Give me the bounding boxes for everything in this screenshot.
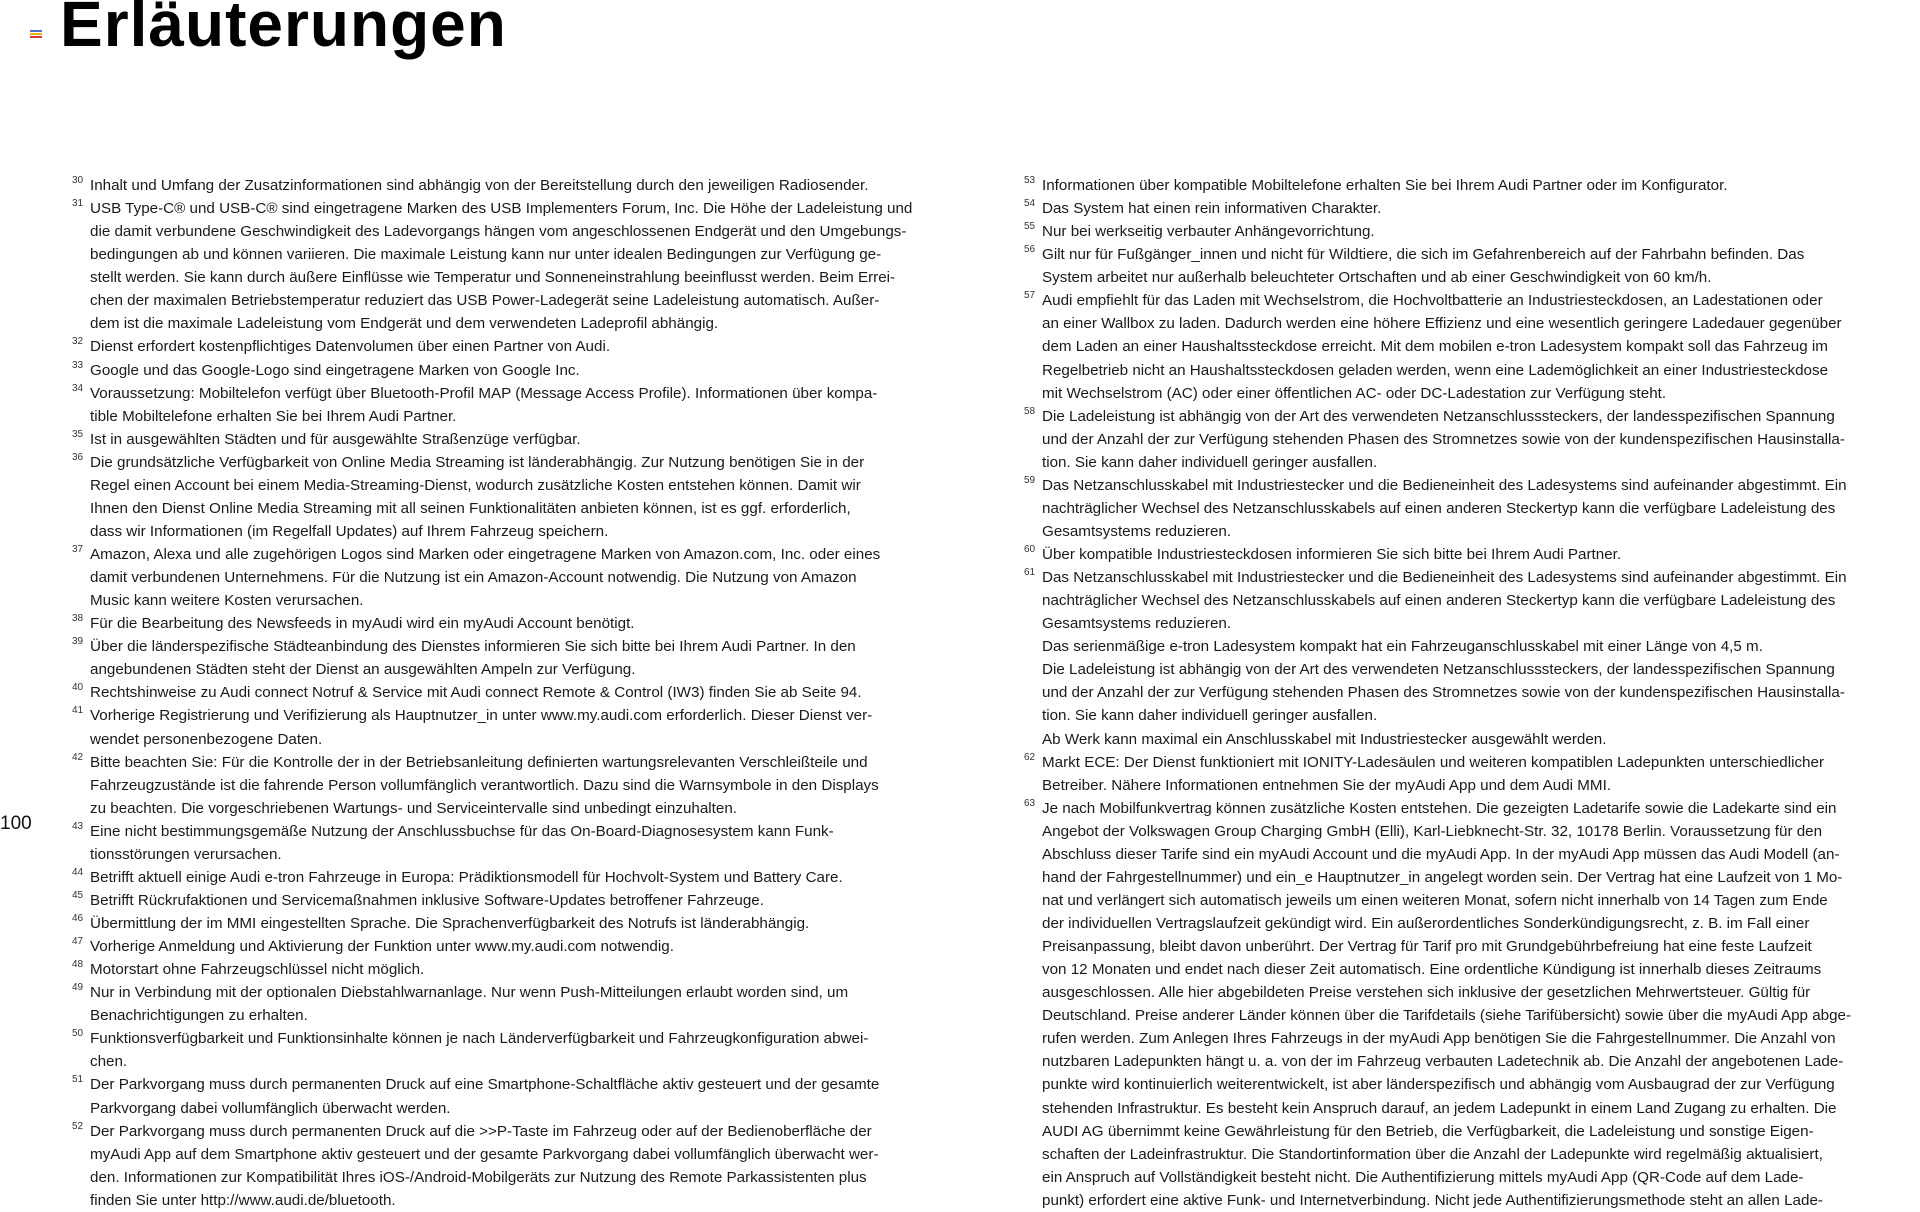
footnote-item (72, 612, 972, 635)
footnote-line: rufen werden. Zum Anlegen Ihres Fahrzeugs in der myAudi App benötigen Sie die Fahrgestellnummer. Die Anzahl von (1042, 1030, 1836, 1048)
footnote-item (72, 1120, 972, 1212)
footnote-line: Parkvorgang dabei vollumfänglich überwacht werden. (90, 1099, 451, 1117)
footnote-item (1024, 174, 1920, 197)
footnote-line: an einer Wallbox zu laden. Dadurch werden eine höhere Effizienz und eine wesentlich geringere Ladedauer gegenüber (1042, 315, 1842, 333)
footnote-item (1024, 797, 1920, 1212)
footnote-item (1024, 243, 1920, 289)
footnote-line: Amazon, Alexa und alle zugehörigen Logos sind Marken oder eingetragene Marken von Amazon.com, Inc. oder eines (90, 546, 881, 563)
footnote-line: Voraussetzung: Mobiltelefon verfügt über Bluetooth-Profil MAP (Message Access Profile). Informationen über kompa- (90, 384, 878, 402)
footnote-line: hand der Fahrgestellnummer) und ein_e Hauptnutzer_in angelegt worden sein. Der Vertrag hat eine Laufzeit von 1 Mo- (1042, 868, 1843, 886)
footnote-number: 61 (1024, 567, 1036, 579)
footnote-item (72, 635, 972, 681)
footnote-number: 60 (1024, 544, 1036, 555)
footnote-number: 58 (1024, 405, 1036, 417)
footnote-line: ein Anspruch auf Vollständigkeit besteht nicht. Die Authentifizierung mittels myAudi App (QR-Code auf dem Lade- (1042, 1168, 1804, 1186)
footnote-line: Für die Bearbeitung des Newsfeeds in myAudi wird ein myAudi Account benötigt. (90, 615, 635, 633)
footnotes-left-column (72, 174, 972, 1212)
footnote-line: zu beachten. Die vorgeschriebenen Wartungs- und Serviceintervalle sind unbedingt einzuhalten. (90, 799, 737, 817)
footnote-item (72, 889, 972, 912)
footnote-item (1024, 474, 1920, 543)
footnote-line: stehenden Infrastruktur. Es besteht kein Anspruch darauf, an jedem Ladepunkt in einem Land Zugang zu erhalten. Die (1042, 1099, 1837, 1117)
footnote-line: Deutschland. Preise anderer Länder können über die Tarifdetails (siehe Tarifübersicht) sowie über die myAudi App abge- (1042, 1007, 1852, 1025)
footnote-number: 35 (72, 428, 84, 440)
footnote-line: nutzbaren Ladepunkten hängt u. a. von der im Fahrzeug verbauten Ladetechnik ab. Die Anzahl der angebotenen Lade- (1042, 1053, 1844, 1071)
footnote-item (72, 174, 972, 197)
footnote-number: 55 (1024, 221, 1036, 233)
footnote-line: Abschluss dieser Tarife sind ein myAudi Account und die myAudi App. In der myAudi App müssen das Audi Modell (an- (1042, 845, 1840, 863)
footnote-line: und der Anzahl der zur Verfügung stehenden Phasen des Stromnetzes sowie von der kundenspezifischen Hausinstalla- (1042, 430, 1845, 448)
footnote-line: von 12 Monaten und endet nach dieser Zeit automatisch. Eine ordentliche Kündigung ist innerhalb dieses Zeitraums (1042, 961, 1822, 979)
footnote-line: dass wir Informationen (im Regelfall Updates) auf Ihrem Fahrzeug speichern. (90, 522, 609, 540)
footnote-number: 33 (72, 359, 84, 371)
footnote-line: Die grundsätzliche Verfügbarkeit von Online Media Streaming ist länderabhängig. Zur Nutzung benötigen Sie in der (90, 453, 865, 471)
footnote-line: Rechtshinweise zu Audi connect Notruf & Service mit Audi connect Remote & Control (IW3) finden Sie ab Seite 94. (90, 684, 862, 702)
footnote-line: punkt) erfordert eine aktive Funk- und Internetverbindung. Nicht jede Authentifizierungsmethode steht an allen Lade- (1042, 1191, 1823, 1209)
footnote-line: Vorherige Registrierung und Verifizierung als Hauptnutzer_in unter www.my.audi.com erforderlich. Dieser Dienst ver- (90, 707, 873, 725)
footnote-item (72, 359, 972, 382)
footnote-number: 48 (72, 959, 84, 971)
footnote-line: chen. (90, 1053, 128, 1071)
footnote-item (72, 958, 972, 981)
footnote-line: tion. Sie kann daher individuell geringer ausfallen. (1042, 707, 1378, 725)
footnote-number: 63 (1024, 797, 1036, 809)
footnote-line: nachträglicher Wechsel des Netzanschlusskabels auf einen anderen Steckertyp kann die verfügbare Ladeleistung des (1042, 499, 1836, 517)
footnote-line: stellt werden. Sie kann durch äußere Einflüsse wie Temperatur und Sonneneinstrahlung beeinflusst werden. Beim Errei- (90, 269, 896, 287)
footnote-line: Music kann weitere Kosten verursachen. (90, 592, 364, 610)
footnote-line: Betreiber. Nähere Informationen entnehmen Sie der myAudi App und dem Audi MMI. (1042, 776, 1612, 794)
footnote-line: tionsstörungen verursachen. (90, 845, 282, 863)
footnote-item (1024, 751, 1920, 797)
footnote-item (72, 820, 972, 866)
footnote-number: 34 (72, 382, 84, 394)
footnote-line: Vorherige Anmeldung und Aktivierung der Funktion unter www.my.audi.com notwendig. (90, 938, 674, 956)
footnote-line: Informationen über kompatible Mobiltelefone erhalten Sie bei Ihrem Audi Partner oder im Konfigurator. (1042, 177, 1728, 194)
footnote-line: Motorstart ohne Fahrzeugschlüssel nicht möglich. (90, 961, 425, 979)
footnote-line: Das Netzanschlusskabel mit Industriestecker und die Bedieneinheit des Ladesystems sind aufeinander abgestimmt. Ein (1042, 569, 1847, 587)
footnote-number: 43 (72, 820, 84, 832)
footnote-line: Dienst erfordert kostenpflichtiges Datenvolumen über einen Partner von Audi. (90, 338, 611, 356)
title-flag-icon (30, 30, 42, 38)
footnote-line: der individuellen Vertragslaufzeit gekündigt wird. Ein außerordentliches Sonderkündigungsrecht, z. B. im Fall einer (1042, 915, 1810, 932)
footnote-item (1024, 220, 1920, 243)
footnote-item (72, 1027, 972, 1073)
footnote-line: Audi empfiehlt für das Laden mit Wechselstrom, die Hochvoltbatterie an Industriesteckdosen, an Ladestationen oder (1042, 292, 1823, 310)
footnote-line: Das serienmäßige e-tron Ladesystem kompakt hat ein Fahrzeuganschlusskabel mit einer Länge von 4,5 m. (1042, 638, 1763, 656)
footnote-number: 37 (72, 544, 84, 555)
footnote-line: Gilt nur für Fußgänger_innen und nicht für Wildtiere, die sich im Gefahrenbereich auf der Fahrbahn befinden. Das (1042, 246, 1805, 264)
footnote-line: Das System hat einen rein informativen Charakter. (1042, 200, 1382, 218)
footnote-item (72, 704, 972, 750)
footnote-item (72, 382, 972, 428)
footnote-number: 56 (1024, 244, 1036, 256)
footnote-line: Ab Werk kann maximal ein Anschlusskabel mit Industriestecker ausgewählt werden. (1042, 730, 1607, 748)
footnote-line: Regel einen Account bei einem Media-Streaming-Dienst, wodurch zusätzliche Kosten entstehen können. Damit wir (90, 476, 861, 494)
footnote-number: 53 (1024, 175, 1036, 186)
footnote-item (72, 428, 972, 451)
footnote-line: AUDI AG übernimmt keine Gewährleistung für den Betrieb, die Verfügbarkeit, die Ladeleistung und sonstige Eigen- (1042, 1122, 1814, 1140)
footnote-number: 59 (1024, 474, 1036, 486)
footnote-item (1024, 289, 1920, 404)
footnote-number: 30 (72, 175, 84, 186)
footnote-number: 51 (72, 1074, 84, 1086)
footnote-item (1024, 543, 1920, 566)
footnote-number: 62 (1024, 751, 1036, 763)
footnote-number: 50 (72, 1028, 84, 1040)
footnote-number: 54 (1024, 198, 1036, 210)
footnote-line: punkte wird kontinuierlich weiterentwickelt, ist aber länderspezifisch und abhängig vom Ausbaugrad der zur Verfügung (1042, 1076, 1835, 1094)
footnote-number: 40 (72, 682, 84, 694)
footnote-line: tible Mobiltelefone erhalten Sie bei Ihrem Audi Partner. (90, 407, 457, 425)
footnote-line: Der Parkvorgang muss durch permanenten Druck auf die >>P-Taste im Fahrzeug oder auf der Bedienoberfläche der (90, 1122, 872, 1140)
footnote-line: Betrifft Rückrufaktionen und Servicemaßnahmen inklusive Software-Updates betroffener Fahrzeuge. (90, 891, 764, 909)
footnote-number: 44 (72, 866, 84, 878)
footnote-line: USB Type-C® und USB-C® sind eingetragene Marken des USB Implementers Forum, Inc. Die Höhe der Ladeleistung und (90, 200, 913, 218)
footnote-number: 49 (72, 982, 84, 994)
footnote-item (72, 543, 972, 612)
footnote-line: Fahrzeugzustände ist die fahrende Person vollumfänglich verantwortlich. Dazu sind die Warnsymbole in den Displays (90, 776, 879, 794)
footnote-number: 36 (72, 451, 84, 463)
footnote-line: nat und verlängert sich automatisch jeweils um einen weiteren Monat, sofern nicht innerhalb von 14 Tagen zum Ende (1042, 891, 1828, 909)
footnote-number: 57 (1024, 290, 1036, 302)
footnote-line: Nur bei werkseitig verbauter Anhängevorrichtung. (1042, 223, 1375, 241)
footnote-line: wendet personenbezogene Daten. (90, 730, 323, 748)
footnote-line: Gesamtsystems reduzieren. (1042, 522, 1232, 540)
footnote-line: Ihnen den Dienst Online Media Streaming mit all seinen Funktionalitäten anbieten können, ist es ggf. erforderlich, (90, 499, 851, 517)
page-title: Erläuterungen (60, 0, 507, 60)
footnote-item (72, 451, 972, 543)
footnote-line: und der Anzahl der zur Verfügung stehenden Phasen des Stromnetzes sowie von der kundenspezifischen Hausinstalla- (1042, 684, 1845, 702)
footnote-line: Betrifft aktuell einige Audi e-tron Fahrzeuge in Europa: Prädiktionsmodell für Hochvolt-System und Battery Care. (90, 868, 843, 886)
footnote-line: Benachrichtigungen zu erhalten. (90, 1007, 308, 1025)
footnote-item (72, 681, 972, 704)
footnote-item (1024, 566, 1920, 751)
footnote-item (72, 335, 972, 358)
page-number: 100 (0, 813, 32, 834)
footnote-number: 38 (72, 613, 84, 625)
footnote-line: tion. Sie kann daher individuell geringer ausfallen. (1042, 453, 1378, 471)
footnote-number: 41 (72, 705, 84, 717)
footnote-line: Preisanpassung, bleibt davon unberührt. Der Vertrag für Tarif pro mit Grundgebührbefreiung hat eine feste Laufzeit (1042, 938, 1812, 956)
footnote-line: Über die länderspezifische Städteanbindung des Dienstes informieren Sie sich bitte bei Ihrem Audi Partner. In den (90, 638, 856, 656)
footnotes-right-column (1024, 174, 1920, 1212)
footnote-line: den. Informationen zur Kompatibilität Ihres iOS-/Android-Mobilgeräts zur Nutzung des Remote Parkassistenten plus (90, 1168, 867, 1186)
footnote-line: die damit verbundene Geschwindigkeit des Ladevorgangs hängen vom angeschlossenen Endgerät und den Umgebungs- (90, 223, 907, 241)
footnote-item (1024, 197, 1920, 220)
footnote-line: schaften der Ladeinfrastruktur. Die Standortinformation über die Anzahl der Ladepunkte wird regelmäßig aktualisiert, (1042, 1145, 1823, 1163)
footnote-item (72, 866, 972, 889)
footnote-number: 31 (72, 198, 84, 210)
footnote-line: Funktionsverfügbarkeit und Funktionsinhalte können je nach Länderverfügbarkeit und Fahrzeugkonfiguration abwei- (90, 1030, 869, 1048)
footnote-line: bedingungen ab und können variieren. Die maximale Leistung kann nur unter idealen Bedingungen zur Verfügung ge- (90, 246, 882, 264)
footnote-item (1024, 405, 1920, 474)
footnote-line: Nur in Verbindung mit der optionalen Diebstahlwarnanlage. Nur wenn Push-Mitteilungen erlaubt worden sind, um (90, 984, 849, 1002)
footnote-line: Regelbetrieb nicht an Haushaltssteckdosen geladen werden, wenn eine Lademöglichkeit an einer Industriesteckdose (1042, 361, 1829, 379)
footnote-number: 42 (72, 751, 84, 763)
footnote-line: nachträglicher Wechsel des Netzanschlusskabels auf einen anderen Steckertyp kann die verfügbare Ladeleistung des (1042, 592, 1836, 610)
footnote-line: Bitte beachten Sie: Für die Kontrolle der in der Betriebsanleitung definierten wartungsrelevanten Verschleißteile und (90, 753, 868, 771)
footnote-item (72, 912, 972, 935)
footnote-item (72, 1073, 972, 1119)
footnote-line: Angebot der Volkswagen Group Charging GmbH (Elli), Karl-Liebknecht-Str. 32, 10178 Berlin. Voraussetzung für den (1042, 822, 1823, 840)
footnote-line: Die Ladeleistung ist abhängig von der Art des verwendeten Netzanschlusssteckers, der landesspezifischen Spannung (1042, 661, 1835, 679)
footnote-line: finden Sie unter http://www.audi.de/bluetooth. (90, 1191, 396, 1209)
footnote-line: Inhalt und Umfang der Zusatzinformationen sind abhängig von der Bereitstellung durch den jeweiligen Radiosender. (90, 177, 869, 194)
footnote-line: Eine nicht bestimmungsgemäße Nutzung der Anschlussbuchse für das On-Board-Diagnosesystem kann Funk- (90, 822, 834, 840)
footnote-line: damit verbundenen Unternehmens. Für die Nutzung ist ein Amazon-Account notwendig. Die Nutzung von Amazon (90, 569, 857, 587)
footnote-item (72, 197, 972, 335)
footnote-line: Über kompatible Industriesteckdosen informieren Sie sich bitte bei Ihrem Audi Partner. (1042, 546, 1622, 563)
footnote-number: 45 (72, 889, 84, 901)
footnote-line: myAudi App auf dem Smartphone aktiv gesteuert und der gesamte Parkvorgang dabei vollumfänglich überwacht wer- (90, 1145, 879, 1163)
footnote-line: ausgeschlossen. Alle hier abgebildeten Preise verstehen sich inklusive der gesetzlichen Mehrwertsteuer. Gültig für (1042, 984, 1811, 1002)
footnote-line: dem Laden an einer Haushaltssteckdose erreicht. Mit dem mobilen e-tron Ladesystem kompakt soll das Fahrzeug im (1042, 338, 1828, 356)
footnote-line: chen der maximalen Betriebstemperatur reduziert das USB Power-Ladegerät seine Ladeleistung automatisch. Außer- (90, 292, 880, 310)
footnote-number: 39 (72, 636, 84, 648)
footnote-line: Die Ladeleistung ist abhängig von der Art des verwendeten Netzanschlusssteckers, der landesspezifischen Spannung (1042, 407, 1835, 425)
footnote-item (72, 981, 972, 1027)
footnote-line: mit Wechselstrom (AC) oder einer öffentlichen AC- oder DC-Ladestation zur Verfügung steht. (1042, 384, 1667, 402)
footnote-line: Markt ECE: Der Dienst funktioniert mit IONITY-Ladesäulen und weiteren kompatiblen Ladepunkten unterschiedlicher (1042, 753, 1824, 771)
footnote-number: 47 (72, 936, 84, 948)
footnote-number: 32 (72, 336, 84, 348)
footnote-line: System arbeitet nur außerhalb beleuchteter Ortschaften und ab einer Geschwindigkeit von 60 km/h. (1042, 269, 1712, 287)
footnote-line: Übermittlung der im MMI eingestellten Sprache. Die Sprachenverfügbarkeit des Notrufs ist länderabhängig. (90, 915, 810, 932)
footnote-line: Der Parkvorgang muss durch permanenten Druck auf eine Smartphone-Schaltfläche aktiv gesteuert und der gesamte (90, 1076, 880, 1094)
footnote-item (72, 751, 972, 820)
footnote-line: angebundenen Städten steht der Dienst an ausgewählten Ampeln zur Verfügung. (90, 661, 636, 679)
footnote-line: Google und das Google-Logo sind eingetragene Marken von Google Inc. (90, 361, 580, 379)
footnote-line: Das Netzanschlusskabel mit Industriestecker und die Bedieneinheit des Ladesystems sind aufeinander abgestimmt. Ein (1042, 476, 1847, 494)
footnote-line: Ist in ausgewählten Städten und für ausgewählte Straßenzüge verfügbar. (90, 430, 581, 448)
footnote-line: dem ist die maximale Ladeleistung vom Endgerät und dem verwendeten Ladeprofil abhängig. (90, 315, 719, 333)
footnote-line: Gesamtsystems reduzieren. (1042, 615, 1232, 633)
footnote-number: 52 (72, 1120, 84, 1132)
footnote-number: 46 (72, 913, 84, 924)
footnote-line: Je nach Mobilfunkvertrag können zusätzliche Kosten entstehen. Die gezeigten Ladetarife sowie die Ladekarte sind ein (1042, 799, 1837, 817)
footnote-item (72, 935, 972, 958)
